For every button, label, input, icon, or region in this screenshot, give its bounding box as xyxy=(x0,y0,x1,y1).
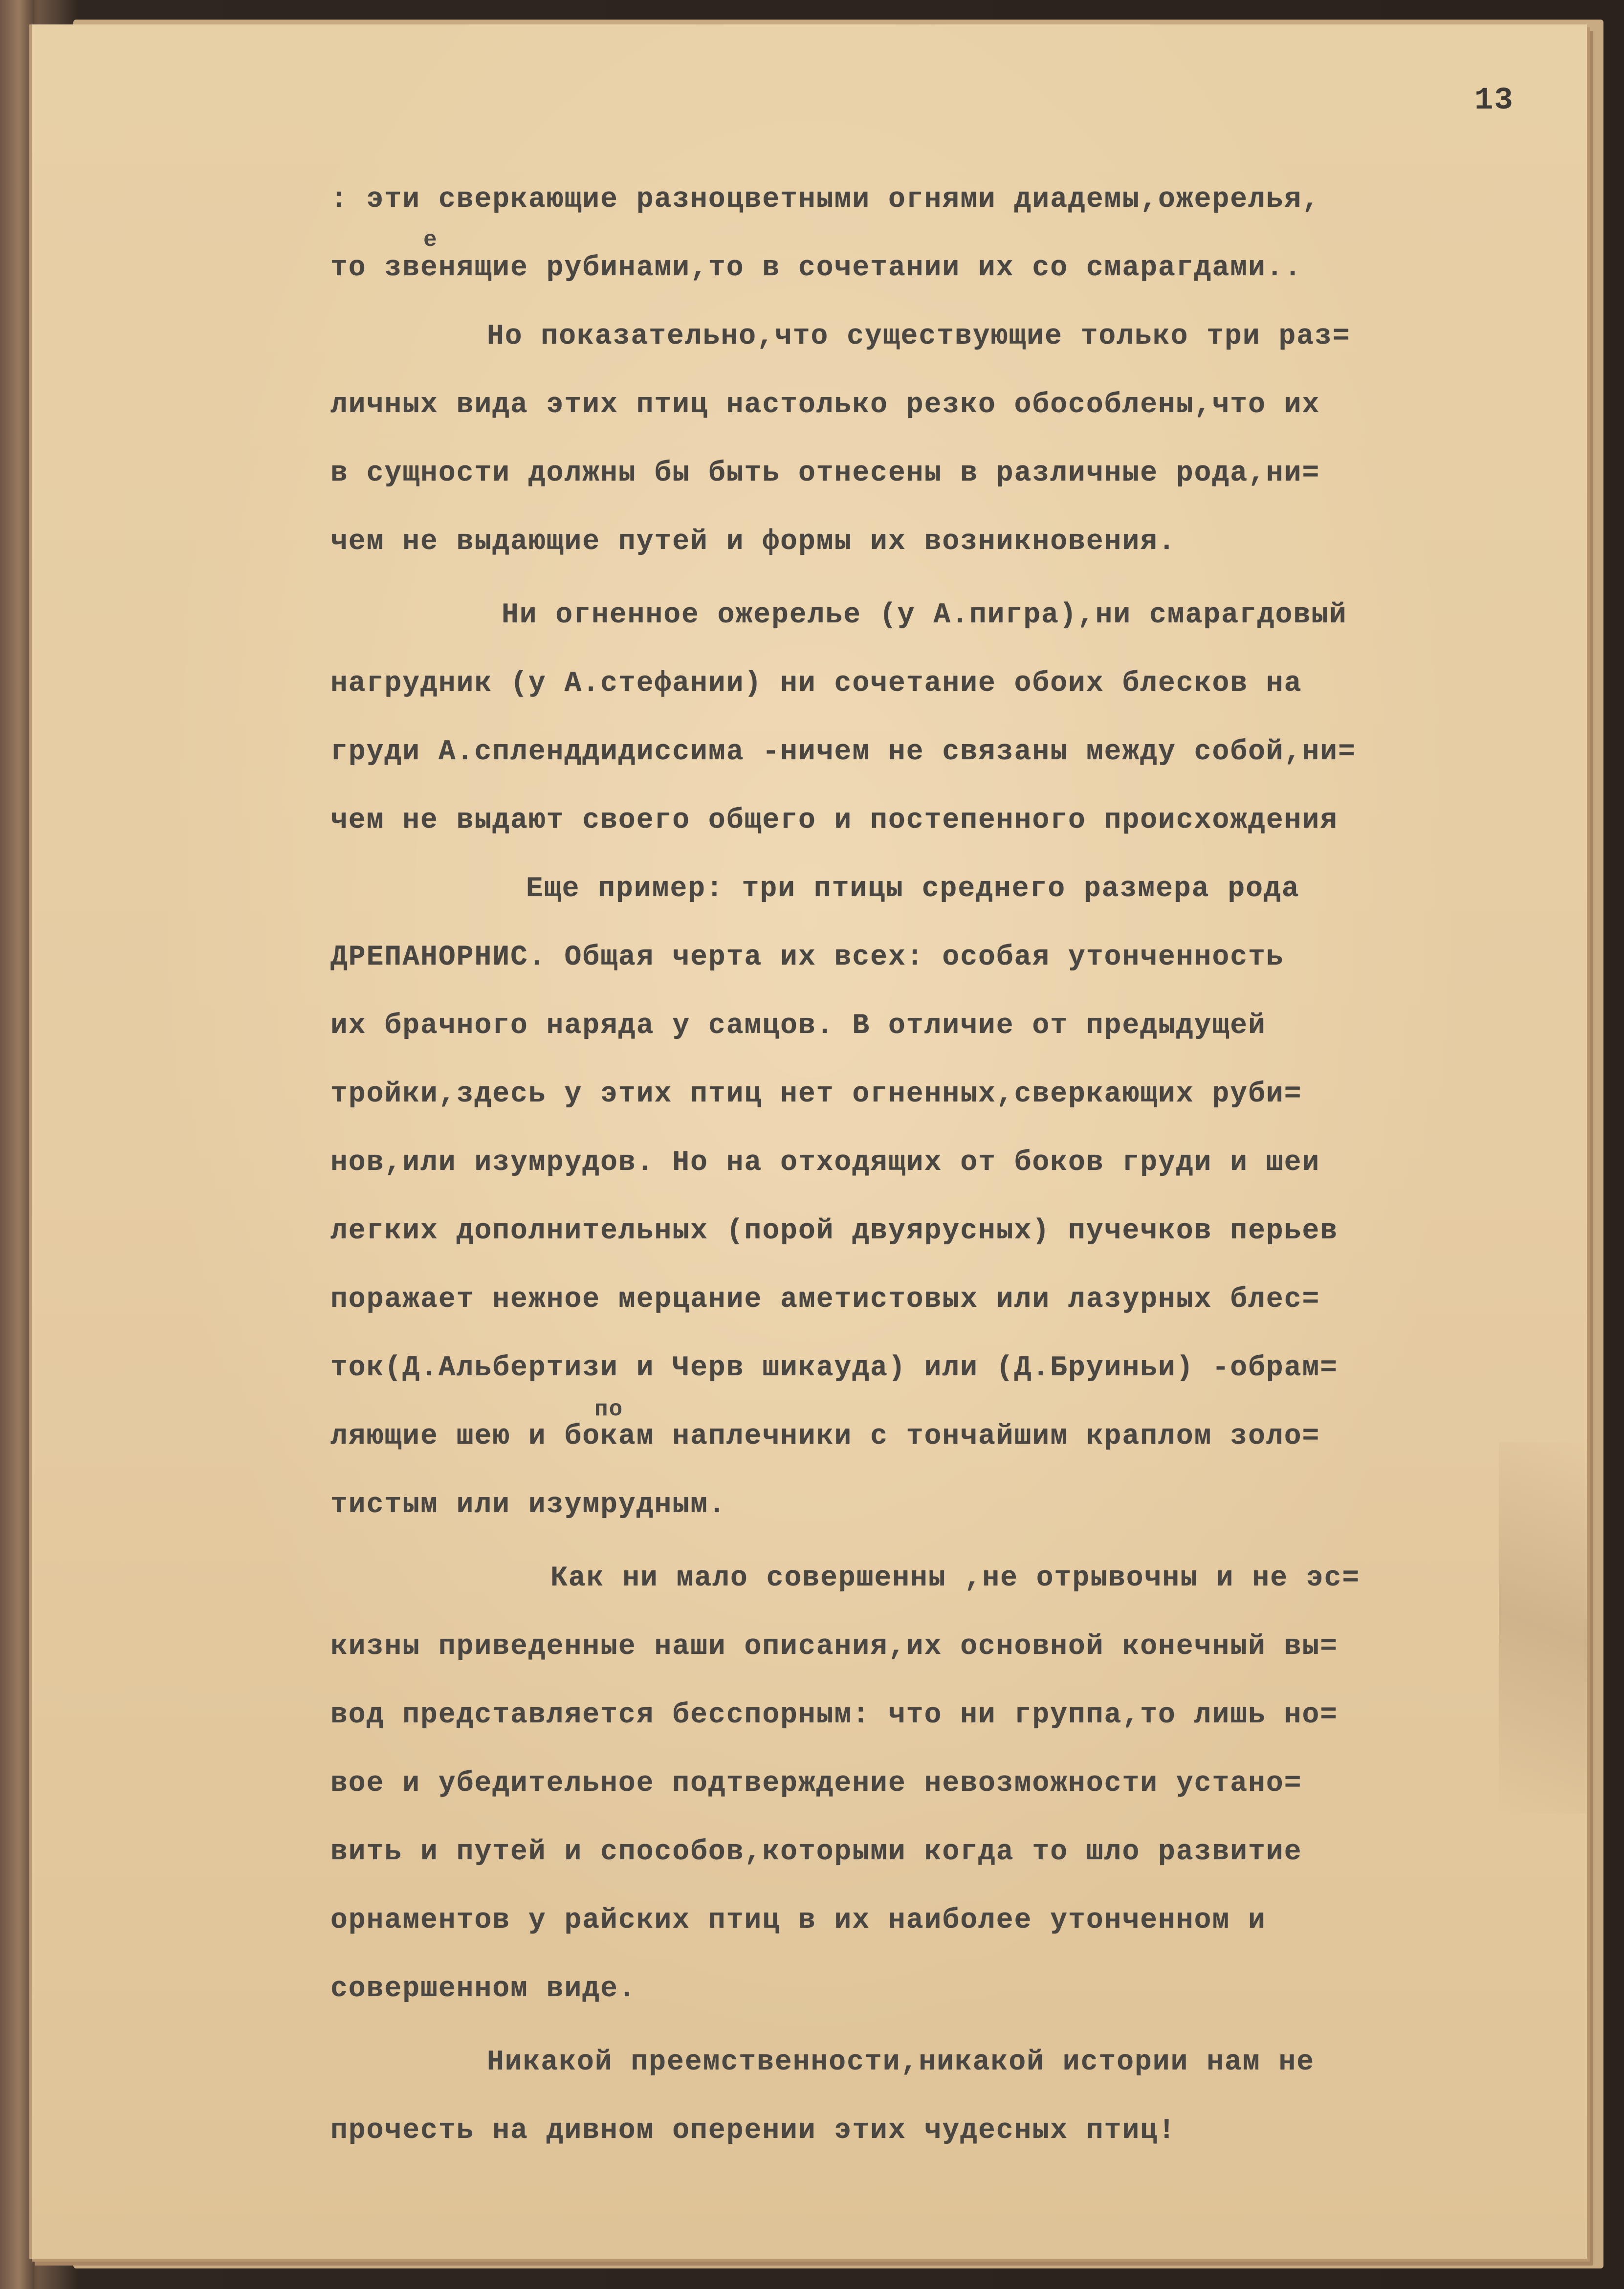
text-line: легких дополнительных (порой двуярусных) пучечков перьев xyxy=(330,1215,1339,1247)
text-line: Ни огненное ожерелье (у А.пигра),ни смарагдовый xyxy=(502,599,1347,631)
interlinear-correction: е xyxy=(423,227,438,253)
text-line: их брачного наряда у самцов. В отличие от предыдущей xyxy=(330,1010,1266,1042)
text-line: чем не выдают своего общего и постепенного происхождения xyxy=(330,805,1339,836)
text-line: вод представляется бесспорным: что ни группа,то лишь но= xyxy=(330,1699,1339,1731)
text-line: Еще пример: три птицы среднего размера рода xyxy=(526,873,1300,905)
text-line: тройки,здесь у этих птиц нет огненных,сверкающих руби= xyxy=(330,1078,1302,1110)
text-line: нагрудник (у А.стефании) ни сочетание обоих блесков на xyxy=(330,668,1302,700)
text-line: в сущности должны бы быть отнесены в различные рода,ни= xyxy=(330,458,1320,489)
text-line: орнаментов у райских птиц в их наиболее утонченном и xyxy=(330,1905,1266,1937)
text-line: вить и путей и способов,которыми когда то шло развитие xyxy=(330,1836,1302,1868)
text-line: чем не выдающие путей и формы их возникновения. xyxy=(330,526,1176,558)
text-line: Как ни мало совершенны ,не отрывочны и не эс= xyxy=(550,1563,1361,1594)
text-line: Никакой преемственности,никакой истории нам не xyxy=(487,2047,1315,2078)
text-line: груди А.спленддидиссима -ничем не связаны между собой,ни= xyxy=(330,736,1356,768)
text-line: ток(Д.Альбертизи и Черв шикауда) или (Д.Бруиньи) -обрам= xyxy=(330,1352,1339,1384)
text-line: кизны приведенные наши описания,их основной конечный вы= xyxy=(330,1631,1339,1663)
text-line: нов,или изумрудов. Но на отходящих от боков груди и шеи xyxy=(330,1147,1320,1179)
text-line: вое и убедительное подтверждение невозможности устано= xyxy=(330,1768,1302,1800)
text-line: ДРЕПАНОРНИС. Общая черта их всех: особая утонченность xyxy=(330,942,1284,973)
typed-page xyxy=(29,24,1587,2259)
text-line: тистым или изумрудным. xyxy=(330,1489,726,1521)
interlinear-correction: по xyxy=(594,1397,624,1422)
text-line: Но показательно,что существующие только три раз= xyxy=(487,321,1351,352)
text-line: ляющие шею и бокам наплечники с тончайшим краплом золо= xyxy=(330,1421,1320,1453)
text-line: то звенящие рубинами,то в сочетании их со смарагдами.. xyxy=(330,252,1302,284)
paper-fold-shadow xyxy=(1499,1442,1587,1814)
text-line: совершенном виде. xyxy=(330,1973,636,2005)
text-line: : эти сверкающие разноцветными огнями диадемы,ожерелья, xyxy=(330,184,1320,216)
text-line: личных вида этих птиц настолько резко обособлены,что их xyxy=(330,389,1320,421)
text-line: поражает нежное мерцание аметистовых или лазурных блес= xyxy=(330,1284,1320,1316)
page-number: 13 xyxy=(1474,83,1514,118)
text-line: прочесть на дивном оперении этих чудесных птиц! xyxy=(330,2115,1176,2147)
